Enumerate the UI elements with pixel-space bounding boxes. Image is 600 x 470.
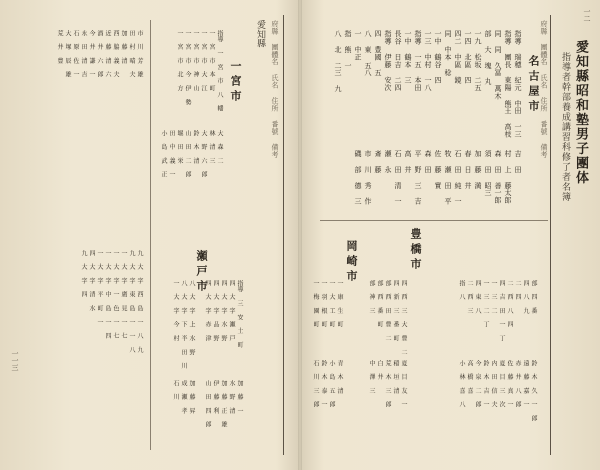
nagoya-name-15: 斎 藤: [374, 150, 382, 174]
nagoya-line-1: 指導 瑞穂 紀元 中田 一三: [514, 30, 522, 138]
nagoya-line-17: 一 中正: [354, 30, 362, 61]
nagoya-line-16: 八 東 五八: [364, 30, 372, 77]
right-mid-rule: [320, 220, 548, 221]
toyohashi-addr-15: 指 八: [458, 280, 465, 301]
right-header-rule: [550, 15, 551, 455]
toyohashi-addr-1: 四 西 三 大 豊 二: [400, 280, 407, 356]
middle-name-9: 石 原 佐 一: [72, 30, 79, 78]
middle-name-3: 加 藤 清: [120, 30, 127, 64]
toyohashi-person-8: 今 泉 二 郎: [474, 360, 481, 408]
okazaki-person-4: 石 川 三 郎: [312, 360, 319, 408]
seto-addr-4: 四 大 字 品 野: [212, 280, 219, 342]
nagoya-line-12: 一中 鶴本 三: [404, 30, 412, 84]
okazaki-addr-4: 一 梅 園 町: [312, 280, 319, 328]
ichinomiya-addr-5: 一 宮 市 今 伊 勢: [184, 30, 191, 106]
toyohashi-addr-6: 部 四 番: [530, 280, 537, 314]
middle-addr-3: 一 大 字 廣 見 一 七: [120, 250, 127, 340]
toyohashi-person-4: 佐 藤 真 一: [506, 360, 513, 408]
toyohashi-addr-10: 四 吉 田 一 丁: [498, 280, 505, 342]
nagoya-name-7: 石 田 純 一: [454, 150, 462, 205]
nagoya-name-8: 牧 瀬 田 平: [444, 150, 452, 205]
seto-person-3: 加 藤 正 雄: [220, 380, 227, 428]
okazaki-addr-1: 一 康 生 町: [336, 280, 343, 328]
running-head: 愛知縣: [255, 20, 265, 49]
nagoya-name-5: 加 藤 満: [474, 150, 482, 189]
toyohashi-addr-3: 部 西 田 豊 二: [384, 280, 391, 342]
seto-addr-7: 八 大 字 下 半 田 川: [180, 280, 187, 370]
document-title: 愛知縣昭和塾男子團体: [573, 40, 588, 185]
toyohashi-addr-11: 一 三 二: [490, 280, 497, 314]
middle-addr-8: 九 大 字 四: [80, 250, 87, 298]
nagoya-name-11: 平 野 三 吉: [414, 150, 422, 205]
toyohashi-person-10: 小 林 喜 八: [458, 360, 465, 408]
middle-addr-5: 一 大 字 中 島 一 四: [104, 250, 111, 340]
section-okazaki: 岡崎市: [345, 240, 358, 285]
toyohashi-addr-8: 二 四: [514, 280, 521, 301]
toyohashi-person-12: 稲 垣 清: [392, 360, 399, 394]
okazaki-addr-2: 一 大 工 町: [328, 280, 335, 328]
toyohashi-person-5: 夏 目 三 次: [498, 360, 505, 408]
ichinomiya-addr-3: 一 宮 市 大 江: [200, 30, 207, 92]
section-nagoya: 名古屋市: [527, 55, 540, 115]
middle-addr-4: 一 大 字 一 色 一 七: [112, 250, 119, 340]
nagoya-name-6: 春 日 井: [464, 150, 472, 189]
seto-person-6: 加 藤 昇: [188, 380, 195, 414]
seto-person-4: 伊 藤 利: [212, 380, 219, 414]
section-ichinomiya: 一宮市: [229, 60, 242, 105]
left-outer-rule: [283, 15, 284, 455]
middle-name-2: 田 村 晴 夫: [128, 30, 135, 78]
nagoya-line-7: 四二 中區 鏡: [454, 30, 462, 84]
seto-person-7: 成 瀬 孝: [180, 380, 187, 414]
okazaki-person-3: 鈴 木 泰 一: [320, 360, 327, 408]
ichinomiya-person-7: 田 中 義 一: [168, 130, 175, 178]
toyohashi-addr-4: 部 西 番 町: [376, 280, 383, 328]
middle-name-7: 今 井 謙 一: [88, 30, 95, 78]
seto-person-2: 水 野 清: [228, 380, 235, 414]
middle-name-6: 酒 井 六 郎: [96, 30, 103, 78]
nagoya-line-6: 一四 北區 四: [464, 30, 472, 84]
ichinomiya-addr-1: 指導 一 宮 市 八 幡: [216, 30, 223, 112]
toyohashi-person-14: 白 井: [376, 360, 383, 381]
section-toyohashi: 豊橋市: [409, 228, 422, 273]
ichinomiya-addr-6: 一 宮 市 北 方: [176, 30, 183, 92]
right-header-columns: 府縣 團體名 氏名 住所 番號 備考: [540, 20, 548, 159]
nagoya-line-13: 長谷 日吉 二四: [394, 30, 402, 92]
toyohashi-person-7: 鈴 木 吉 一: [482, 360, 489, 408]
section-seto: 瀬戸市: [195, 250, 208, 295]
ichinomiya-person-3: 大 野 六 郎: [200, 130, 207, 178]
ichinomiya-person-4: 鈴 木 清: [192, 130, 199, 164]
seto-person-8: 石 川: [172, 380, 179, 401]
ichinomiya-addr-4: 一 宮 市 神 山: [192, 30, 199, 92]
left-header-columns: 府縣 團體名 氏名 住所 番號 備考: [271, 20, 279, 159]
middle-name-8: 永 田 清 吉: [80, 30, 87, 78]
middle-name-11: 荒 井 豊: [56, 30, 63, 64]
toyohashi-person-13: 荒 木 三 郎: [384, 360, 391, 408]
toyohashi-person-2: 遠 藤 嘉 一: [522, 360, 529, 408]
toyohashi-addr-5: 部 神 三: [368, 280, 375, 314]
middle-name-1: 市 川 芳 雄: [136, 30, 143, 78]
seto-addr-1: 指導 三 安 土 町: [236, 280, 243, 348]
nagoya-line-4: 部 大 塊 丸: [484, 30, 492, 85]
middle-addr-6: 一 大 字 平 町 一: [96, 250, 103, 326]
nagoya-line-15: 四 豊國 五: [374, 30, 382, 77]
okazaki-person-1: 青 木 清: [336, 360, 343, 394]
seto-addr-5: 四 大 字 赤 津: [204, 280, 211, 342]
seto-addr-6: 八 大 字 上 水 野: [188, 280, 195, 356]
ichinomiya-person-6: 堀 田 栄: [176, 130, 183, 164]
ichinomiya-person-5: 山 田 二 郎: [184, 130, 191, 178]
nagoya-line-10: 一三 中村 一八: [424, 30, 432, 92]
toyohashi-addr-13: 四 東 八: [474, 280, 481, 314]
toyohashi-person-11: 夏 目 友 一: [400, 360, 407, 408]
nagoya-line-3: 同 同 久冨 萬木: [494, 30, 502, 100]
ichinomiya-addr-2: 一 宮 市 本 町: [208, 30, 215, 92]
okazaki-addr-3: 一 羽 根 町: [320, 280, 327, 328]
toyohashi-addr-9: 二 西 八 四: [506, 280, 513, 328]
nagoya-line-5: 一九 松坂 二五: [474, 30, 482, 92]
nagoya-name-4: 須 田 昭三: [484, 150, 492, 197]
nagoya-line-8: 同 中本 稔: [444, 30, 452, 77]
toyohashi-addr-7: 四 八 九: [522, 280, 529, 314]
left-page-number: 一一三: [11, 350, 19, 371]
document-subtitle: 指導者幹部養成講習科修了者名簿: [560, 52, 570, 202]
nagoya-line-19: 八 北 二三 九: [334, 30, 342, 93]
seto-addr-8: 一 大 字 今 村: [172, 280, 179, 342]
middle-addr-7: 四 大 字 清 水: [88, 250, 95, 312]
nagoya-name-12: 高 井: [404, 150, 412, 174]
nagoya-name-3: 森 田 善一郎: [494, 150, 502, 204]
nagoya-name-17: 磯 部 德 三: [354, 150, 362, 205]
ichinomiya-person-1: 大 森 二: [216, 130, 223, 164]
toyohashi-addr-14: 二 西 三: [466, 280, 473, 314]
nagoya-line-2: 指導 團長 東陽 熊王 高枝: [504, 30, 512, 138]
okazaki-person-2: 小 島 五 郎: [328, 360, 335, 408]
middle-name-10: 大 塚 辰 雄: [64, 30, 71, 78]
nagoya-name-10: 森 田: [424, 150, 432, 174]
nagoya-line-18: 指 熊 一: [344, 30, 352, 69]
nagoya-name-9: 佐 藤 實: [434, 150, 442, 189]
nagoya-name-1: 吉 田: [514, 150, 522, 174]
toyohashi-person-3: 赤 井 八 郎: [514, 360, 521, 408]
seto-person-5: 山 田 四 郎: [204, 380, 211, 428]
toyohashi-addr-2: 四 新 三 番 町: [392, 280, 399, 342]
toyohashi-person-1: 鈴 木 久 一 郎: [530, 360, 537, 422]
toyohashi-addr-12: 一 三 二 丁: [482, 280, 489, 328]
seto-addr-3: 四 大 字 水 野: [220, 280, 227, 342]
toyohashi-person-9: 高 橋 喜: [466, 360, 473, 394]
middle-addr-2: 九 大 字 東 島 一 一 八: [128, 250, 135, 353]
toyohashi-person-15: 中 澤 三: [368, 360, 375, 394]
nagoya-line-11: 指導 一五 本田: [414, 30, 422, 92]
toyohashi-person-6: 内 田 信 夫: [490, 360, 497, 408]
middle-name-4: 西 脇 義 夫: [112, 30, 119, 78]
nagoya-name-13: 石 田 清 一: [394, 150, 402, 205]
seto-addr-2: 四 大 字 瀬 戸: [228, 280, 235, 342]
left-mid-rule: [150, 20, 151, 450]
ichinomiya-person-2: 林 清 三: [208, 130, 215, 164]
nagoya-line-9: 一中 鶴谷 四: [434, 30, 442, 84]
nagoya-name-14: 瀬 永: [384, 150, 392, 174]
right-page: [300, 0, 600, 470]
nagoya-name-2: 村 上 藤太郎: [504, 150, 512, 204]
ichinomiya-person-8: 小 島 武 正: [160, 130, 167, 178]
right-page-number: 一二: [583, 8, 591, 22]
middle-name-5: 近 藤 清 六: [104, 30, 111, 78]
nagoya-name-16: 市 川 秀 作: [364, 150, 372, 205]
seto-person-1: 加 藤 一: [236, 380, 243, 414]
middle-addr-1: 九 大 字 西 島 一 八 九: [136, 250, 143, 353]
nagoya-line-14: 指導 伊藤 安次: [384, 30, 392, 92]
